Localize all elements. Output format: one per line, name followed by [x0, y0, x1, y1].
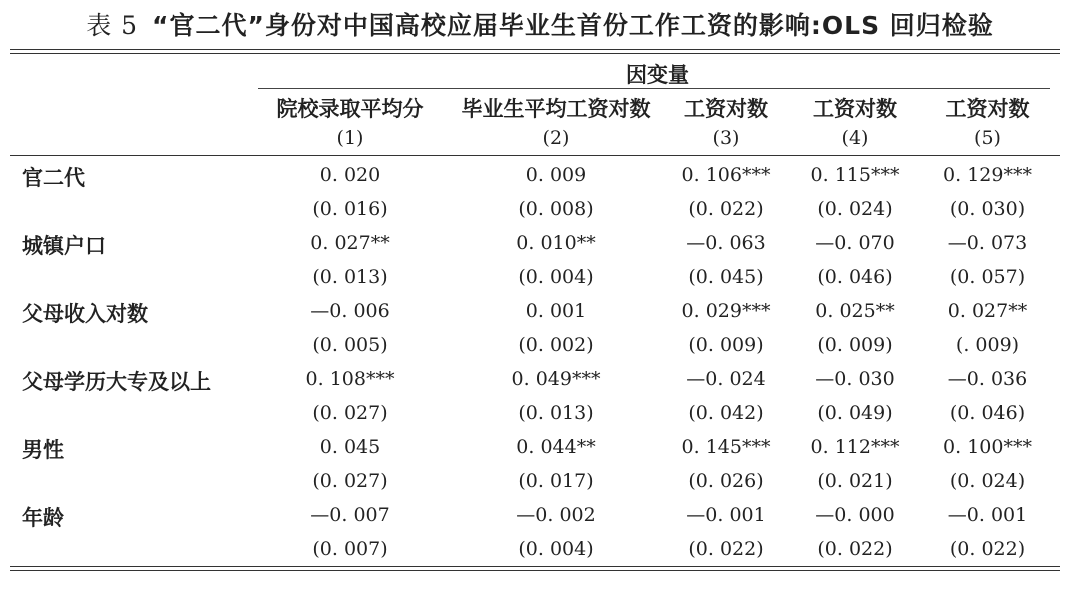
standard-error-cell: (0. 013)	[312, 266, 388, 288]
bottom-rule-2	[10, 570, 1060, 571]
dependent-variable-rule	[258, 88, 1050, 89]
header-rule	[10, 155, 1060, 156]
standard-error-cell: (0. 022)	[688, 538, 764, 560]
column-number-1: (1)	[336, 127, 364, 149]
coefficient-cell: 0. 020	[319, 164, 381, 186]
standard-error-cell: (0. 024)	[817, 198, 893, 220]
column-header-1: 院校录取平均分	[276, 97, 424, 121]
top-rule-2	[10, 53, 1060, 54]
coefficient-cell: —0. 007	[310, 504, 390, 526]
standard-error-cell: (0. 008)	[518, 198, 594, 220]
standard-error-cell: (0. 017)	[518, 470, 594, 492]
column-number-2: (2)	[542, 127, 570, 149]
column-number-5: (5)	[974, 127, 1001, 149]
column-header-4: 工资对数	[813, 97, 897, 121]
coefficient-cell: —0. 070	[815, 232, 895, 254]
standard-error-cell: (0. 057)	[949, 266, 1026, 288]
table-number: 表 5	[86, 11, 139, 40]
coefficient-cell: 0. 010**	[516, 232, 596, 254]
standard-error-cell: (0. 004)	[518, 538, 594, 560]
coefficient-cell: 0. 001	[525, 300, 587, 322]
coefficient-cell: —0. 001	[947, 504, 1028, 526]
coefficient-cell: 0. 106***	[681, 164, 771, 186]
coefficient-cell: 0. 029***	[681, 300, 771, 322]
coefficient-cell: 0. 027**	[310, 232, 390, 254]
bottom-rule	[10, 566, 1060, 567]
standard-error-cell: (0. 030)	[949, 198, 1026, 220]
coefficient-cell: 0. 045	[319, 436, 381, 458]
standard-error-cell: (0. 007)	[312, 538, 388, 560]
standard-error-cell: (0. 027)	[312, 470, 388, 492]
table-title-line	[0, 6, 1080, 42]
standard-error-cell: (0. 022)	[688, 198, 764, 220]
row-label: 父母学历大专及以上	[22, 370, 211, 394]
coefficient-cell: —0. 001	[686, 504, 766, 526]
top-rule	[10, 49, 1060, 50]
coefficient-cell: 0. 112***	[810, 436, 900, 458]
coefficient-cell: —0. 006	[310, 300, 390, 322]
row-label: 城镇户口	[22, 234, 106, 258]
dependent-variable-header: 因变量	[626, 63, 689, 87]
row-label: 父母收入对数	[22, 302, 148, 326]
standard-error-cell: (0. 024)	[949, 470, 1026, 492]
standard-error-cell: (0. 026)	[688, 470, 764, 492]
coefficient-cell: 0. 145***	[681, 436, 771, 458]
coefficient-cell: —0. 030	[815, 368, 895, 390]
table-title: “官二代”身份对中国高校应届毕业生首份工作工资的影响:OLS 回归检验	[152, 11, 994, 40]
standard-error-cell: (0. 021)	[817, 470, 893, 492]
standard-error-cell: (0. 002)	[518, 334, 594, 356]
standard-error-cell: (0. 046)	[949, 402, 1026, 424]
coefficient-cell: 0. 100***	[943, 436, 1032, 458]
coefficient-cell: 0. 129***	[943, 164, 1032, 186]
column-header-5: 工资对数	[945, 97, 1030, 121]
row-label: 官二代	[22, 166, 85, 190]
standard-error-cell: (0. 022)	[949, 538, 1026, 560]
standard-error-cell: (0. 009)	[688, 334, 764, 356]
standard-error-cell: (0. 004)	[518, 266, 594, 288]
row-label: 年龄	[22, 506, 64, 530]
row-label: 男性	[22, 438, 64, 462]
standard-error-cell: (0. 013)	[518, 402, 594, 424]
standard-error-cell: (0. 009)	[817, 334, 893, 356]
coefficient-cell: —0. 000	[815, 504, 895, 526]
coefficient-cell: 0. 044**	[516, 436, 596, 458]
column-number-4: (4)	[841, 127, 869, 149]
standard-error-cell: (0. 045)	[688, 266, 764, 288]
coefficient-cell: —0. 024	[686, 368, 766, 390]
column-number-3: (3)	[712, 127, 740, 149]
coefficient-cell: 0. 049***	[511, 368, 601, 390]
coefficient-cell: —0. 036	[947, 368, 1028, 390]
standard-error-cell: (0. 022)	[817, 538, 893, 560]
coefficient-cell: —0. 063	[686, 232, 766, 254]
column-header-2: 毕业生平均工资对数	[461, 97, 651, 121]
coefficient-cell: 0. 009	[525, 164, 587, 186]
standard-error-cell: (0. 005)	[312, 334, 388, 356]
coefficient-cell: —0. 073	[947, 232, 1028, 254]
standard-error-cell: (0. 046)	[817, 266, 893, 288]
standard-error-cell: (0. 042)	[688, 402, 764, 424]
coefficient-cell: 0. 108***	[305, 368, 395, 390]
standard-error-cell: (0. 027)	[312, 402, 388, 424]
coefficient-cell: 0. 027**	[947, 300, 1028, 322]
standard-error-cell: (0. 049)	[817, 402, 893, 424]
coefficient-cell: —0. 002	[516, 504, 596, 526]
coefficient-cell: 0. 025**	[815, 300, 895, 322]
standard-error-cell: (0. 016)	[312, 198, 388, 220]
coefficient-cell: 0. 115***	[810, 164, 900, 186]
column-header-3: 工资对数	[684, 97, 768, 121]
standard-error-cell: (. 009)	[955, 334, 1020, 356]
